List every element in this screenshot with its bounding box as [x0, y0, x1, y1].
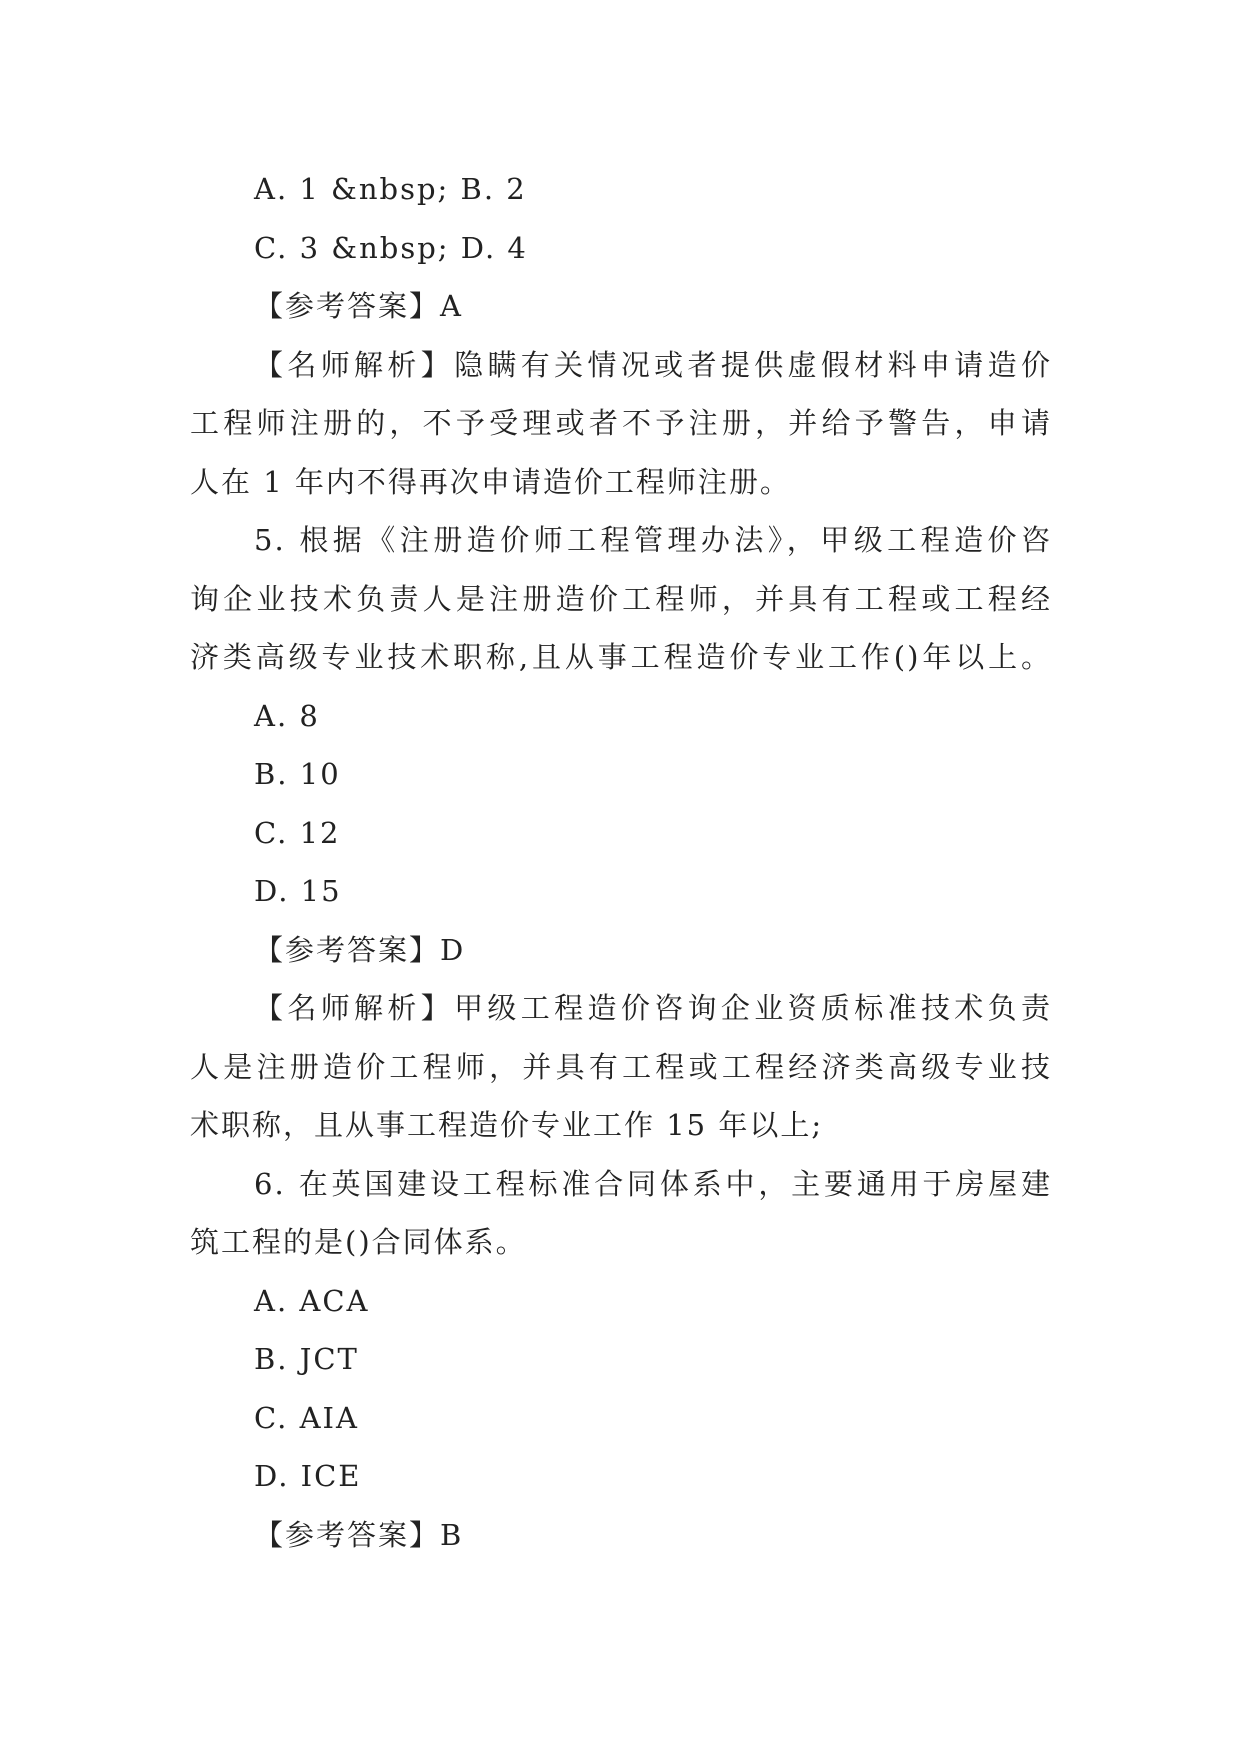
q6-question-line-2: 筑工程的是()合同体系。 — [190, 1225, 527, 1259]
q4-explanation-line-3: 人在 1 年内不得再次申请造价工程师注册。 — [190, 464, 791, 499]
q5-option-d: D. 15 — [254, 874, 342, 908]
q5-explanation-line-1: 【名师解析】甲级工程造价咨询企业资质标准技术负责 — [254, 991, 1052, 1025]
q6-option-c: C. AIA — [254, 1400, 359, 1435]
q5-explanation-line-2: 人是注册造价工程师，并具有工程或工程经济类高级专业技 — [190, 1049, 1052, 1084]
q6-option-b: B. JCT — [254, 1342, 359, 1376]
q6-answer: 【参考答案】B — [254, 1517, 464, 1552]
q4-explanation-line-2: 工程师注册的，不予受理或者不予注册，并给予警告，申请 — [190, 406, 1052, 440]
q5-option-a: A. 8 — [254, 698, 320, 733]
q4-options-ab: A. 1 &nbsp; B. 2 — [254, 172, 527, 206]
q4-explanation-line-1: 【名师解析】隐瞒有关情况或者提供虚假材料申请造价 — [254, 347, 1052, 382]
q6-question-line-1: 6. 在英国建设工程标准合同体系中，主要通用于房屋建 — [254, 1166, 1052, 1201]
q5-explanation-line-3: 术职称，且从事工程造价专业工作 15 年以上; — [190, 1108, 824, 1142]
q5-option-c: C. 12 — [254, 815, 341, 850]
q6-option-a: A. ACA — [254, 1283, 370, 1318]
q5-option-b: B. 10 — [254, 757, 341, 791]
q5-question-line-2: 询企业技术负责人是注册造价工程师，并具有工程或工程经 — [190, 581, 1052, 616]
q4-options-cd: C. 3 &nbsp; D. 4 — [254, 230, 528, 265]
document-body — [190, 160, 1052, 1564]
q5-answer: 【参考答案】D — [254, 932, 466, 967]
q6-option-d: D. ICE — [254, 1459, 362, 1493]
q4-answer: 【参考答案】A — [254, 289, 463, 323]
q5-question-line-1: 5. 根据《注册造价师工程管理办法》，甲级工程造价咨 — [254, 523, 1052, 557]
q5-question-line-3: 济类高级专业技术职称,且从事工程造价专业工作()年以上。 — [190, 640, 1052, 674]
